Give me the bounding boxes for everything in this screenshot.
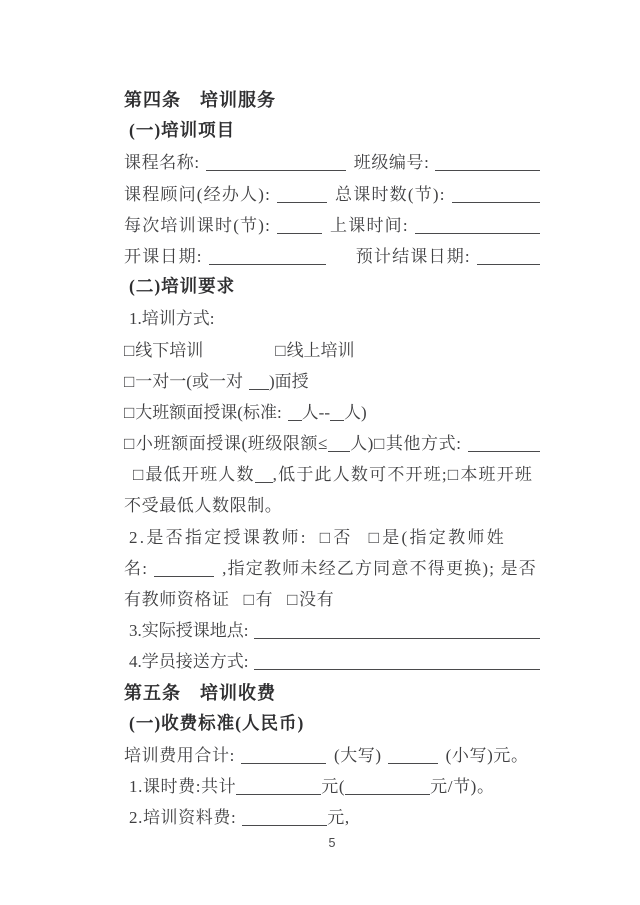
field-row-session-hours [124,211,540,242]
option-teacher-yes [369,523,506,548]
start-date-label: 开课日期: [124,246,203,266]
training-mode-row-2 [124,367,540,398]
session-hours-blank [277,233,322,234]
training-mode-row-4 [124,429,540,460]
total-hours-blank [452,202,540,203]
article4-heading-row [124,86,540,117]
lowercase-label: (小写)元。 [445,745,529,765]
teacher-name-row [124,554,540,585]
checkbox-icon: □ [287,590,298,609]
total-hours-label: 总课时数(节): [335,184,446,204]
min-class-note: 不受最低人数限制。 [124,496,283,516]
page-content [124,86,540,850]
checkbox-icon: □ [133,465,145,485]
advisor-blank [277,202,327,203]
checkbox-icon: □ [124,371,135,391]
section-training-project-row [124,117,540,148]
advisor-label: 课程顾问(经办人): [124,184,272,204]
other-mode-blank [468,451,540,452]
option-teacher-no [320,523,353,548]
training-mode-row-3 [124,398,540,429]
large-class-min-blank [288,420,302,421]
other-mode-label: 其他方式: [385,434,462,454]
article4-title: 第四条 培训服务 [124,90,276,110]
small-class-label-pre: 小班额面授课(班级限额≤ [135,434,329,454]
total-fee-uppercase-blank [241,763,326,764]
checkbox-icon: □ [447,465,460,485]
class-no-blank [435,170,540,171]
small-class-limit-blank [328,451,350,452]
teacher-name-label: 名: [124,558,149,578]
section-training-project-title: (一)培训项目 [129,120,236,141]
material-fee-blank [242,825,327,826]
training-mode-title: 1.培训方式: [129,309,215,329]
min-class-size-row [124,460,540,491]
checkbox-icon: □ [124,340,135,360]
lesson-fee-mid: 元( [321,777,346,797]
offline-label: 线下培训 [135,340,204,360]
teacher-no-label: 否 [333,527,353,547]
teacher-cert-row [124,585,540,616]
teacher-name-note: ,指定教师未经乙方同意不得更换); 是否 [222,558,538,578]
class-no-label: 班级编号: [353,153,430,173]
teacher-yes-label: 是(指定教师姓 [382,527,507,547]
cert-no-label: 没有 [298,590,335,609]
small-class-label-post: 人) [350,434,374,454]
pickup-method-row [124,647,540,678]
section-training-requirements-row [124,273,540,304]
checkbox-icon: □ [275,340,286,360]
lesson-fee-post: 元/节)。 [430,777,495,797]
min-class-size-blank [255,482,273,483]
class-time-label: 上课时间: [330,215,409,235]
large-class-max-blank [330,420,344,421]
page-number: 5 [328,835,336,850]
start-date-blank [209,264,326,265]
pickup-method-blank [254,669,540,670]
teaching-location-row [124,616,540,647]
training-mode-title-row [124,304,540,335]
article5-heading-row [124,679,540,710]
min-class-note-row [124,491,540,522]
course-name-blank [206,170,346,171]
min-class-label-pre: 最低开班人数 [145,465,255,485]
pickup-method-label: 4.学员接送方式: [129,652,249,672]
checkbox-icon: □ [124,402,135,422]
class-time-blank [415,233,540,234]
option-online [275,336,354,361]
teaching-location-label: 3.实际授课地点: [129,621,249,641]
teacher-cert-label: 有教师资格证 [124,590,230,609]
online-label: 线上培训 [286,340,355,360]
checkbox-icon: □ [373,434,385,454]
large-class-label-pre: 大班额面授课(标准: [135,402,282,422]
field-row-course-name [124,148,540,179]
checkbox-icon: □ [243,590,255,609]
material-fee-suffix: 元, [327,808,350,828]
min-class-label-mid: ,低于此人数可不开班; [272,465,448,485]
teaching-location-blank [254,638,540,639]
min-class-this-label: 本班开班 [460,465,534,485]
field-row-advisor [124,180,540,211]
teacher-assignment-title: 2.是否指定授课教师: [129,527,308,547]
field-row-start-date [124,242,540,273]
teacher-assignment-row [124,523,540,554]
section-fee-standard-row [124,710,540,741]
session-hours-label: 每次培训课时(节): [124,215,272,235]
total-fee-label: 培训费用合计: [124,745,235,765]
large-class-label-post: 人) [344,402,367,422]
checkbox-icon: □ [319,527,333,547]
teacher-name-blank [154,576,214,577]
one-on-one-label-post: )面授 [268,371,309,391]
option-cert-no [287,585,334,610]
article5-title: 第五条 培训收费 [124,682,276,703]
material-fee-row [124,803,540,834]
one-on-one-label-pre: 一对一(或一对 [135,371,243,391]
large-class-label-mid: 人-- [301,402,330,422]
checkbox-icon: □ [124,434,135,454]
uppercase-label: (大写) [333,745,382,765]
one-on-one-count-blank [249,389,269,390]
end-date-label: 预计结课日期: [355,246,471,266]
total-fee-row [124,741,540,772]
lesson-fee-total-blank [236,794,321,795]
checkbox-icon: □ [368,527,382,547]
lesson-fee-label: 1.课时费:共计 [129,777,237,797]
section-fee-standard-title: (一)收费标准(人民币) [129,712,305,733]
course-name-label: 课程名称: [124,153,200,173]
end-date-blank [477,264,540,265]
lesson-fee-row [124,772,540,803]
cert-yes-label: 有 [255,590,274,609]
total-fee-lowercase-blank [388,763,438,764]
material-fee-label: 2.培训资料费: [129,808,237,828]
lesson-fee-unit-blank [345,794,430,795]
option-cert-yes [244,585,273,610]
section-training-requirements-title: (二)培训要求 [129,276,236,297]
training-mode-row-1 [124,336,540,367]
option-offline [124,336,203,361]
